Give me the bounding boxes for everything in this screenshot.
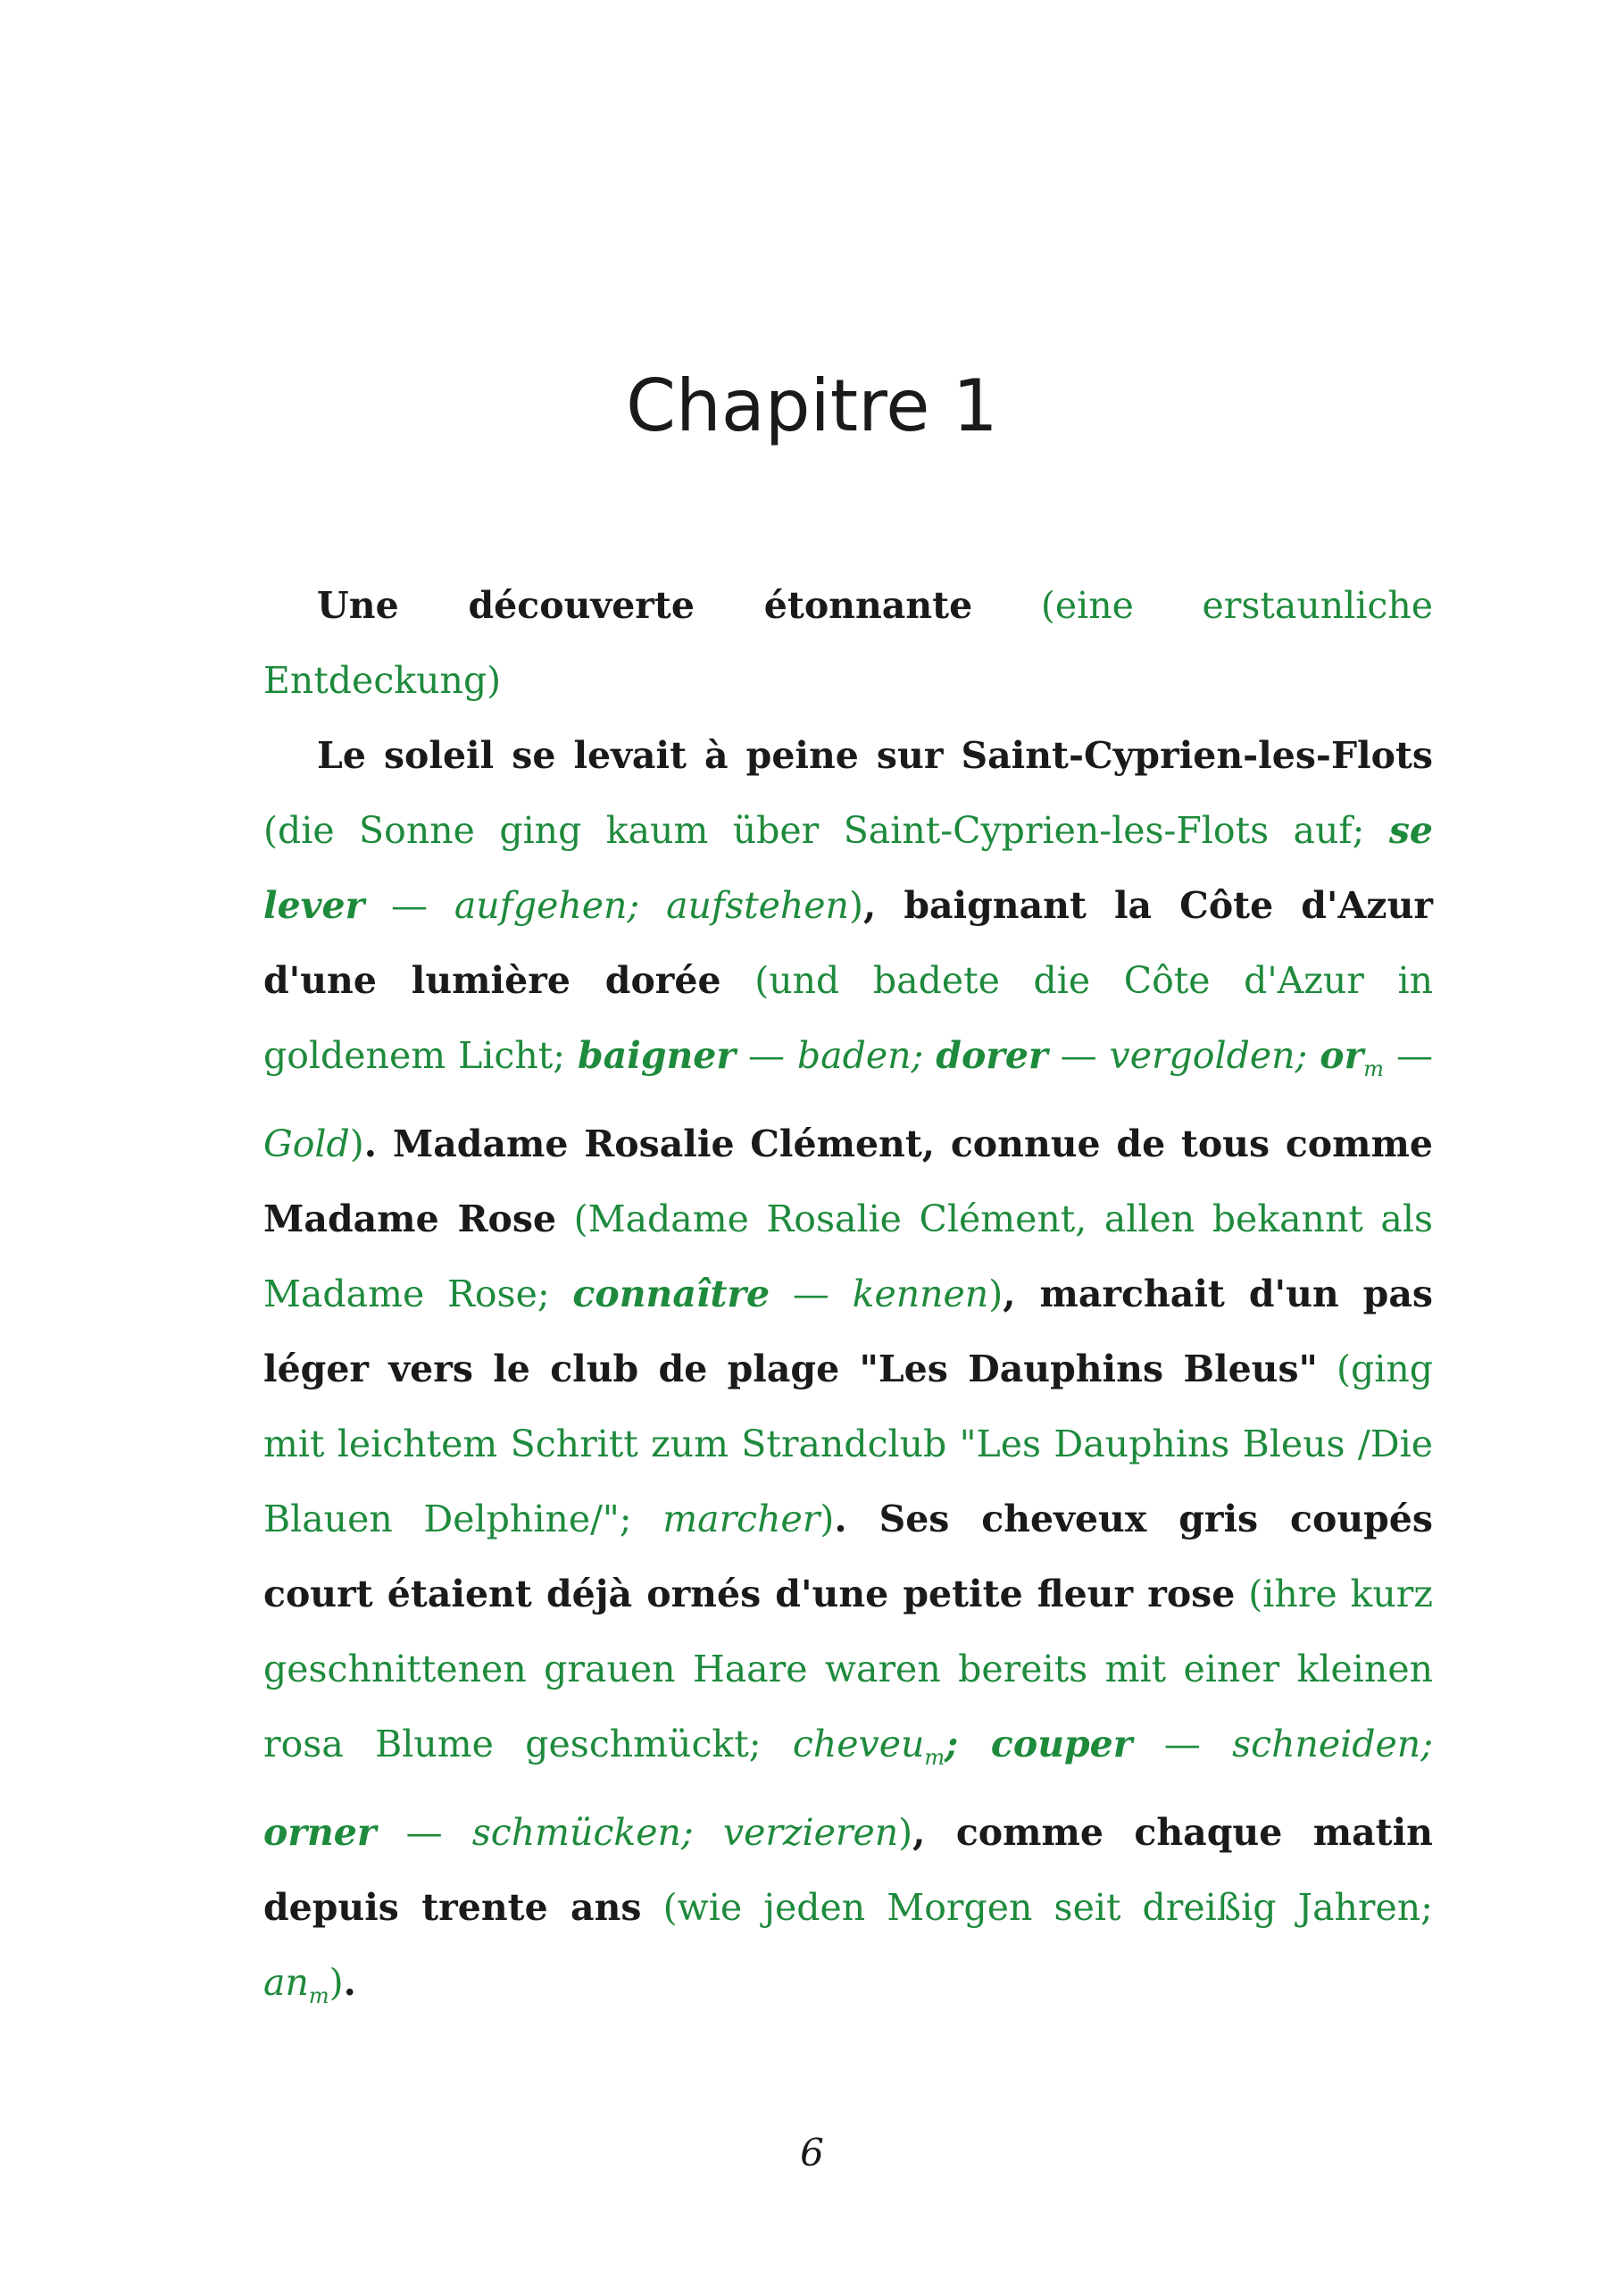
gloss-dash: — — [376, 1811, 472, 1855]
punctuation: . — [363, 1122, 393, 1166]
gloss-text: (Madame Rosalie Clément, allen bekannt als Madame Rose; — [263, 1197, 1433, 1316]
gender-marker: m — [1363, 1056, 1385, 1082]
translation: baden; — [796, 1034, 937, 1077]
french-text: Une découverte étonnante — [317, 584, 973, 627]
gender-marker: m — [308, 1983, 329, 2009]
gloss-close: ) — [848, 884, 863, 927]
gloss-text: (die Sonne ging kaum über Saint-Cyprien-les-Flots auf; — [263, 809, 1389, 852]
headword: connaître — [572, 1273, 770, 1316]
translation: schmücken; verzieren — [471, 1811, 899, 1855]
gloss-dash: — — [364, 884, 454, 927]
gloss-dash: — — [1384, 1034, 1433, 1077]
chapter-body — [263, 568, 1433, 2034]
translation: vergolden; — [1109, 1034, 1320, 1077]
headword: dorer — [936, 1034, 1048, 1077]
translation: aufgehen; aufstehen — [454, 884, 849, 927]
gloss-text: (und badete die Côte d'Azur in goldenem Licht; — [263, 959, 1434, 1077]
gloss-dash: — — [1132, 1723, 1233, 1766]
translation: schneiden; — [1232, 1723, 1434, 1766]
punctuation: . — [343, 1961, 356, 2005]
punctuation: . — [834, 1498, 879, 1541]
gloss-close: ) — [349, 1122, 364, 1166]
french-text: baignant la Côte d'Azur d'une lumière dorée — [263, 884, 1433, 1002]
french-text: Le soleil se levait à peine sur Saint-Cyprien-les-Flots — [317, 734, 1433, 777]
gloss-close: ) — [820, 1498, 835, 1541]
headword: ; couper — [945, 1723, 1133, 1766]
french-text: comme chaque matin depuis trente ans — [263, 1811, 1433, 1930]
translation: kennen — [852, 1273, 989, 1316]
translation: cheveu — [792, 1723, 925, 1766]
punctuation: , — [862, 884, 904, 927]
french-text: marchait d'un pas léger vers le club de plage "Les Dauphins Bleus" — [263, 1273, 1433, 1391]
page-number: 6 — [800, 2131, 824, 2174]
french-text: Madame Rosalie Clément, connue de tous comme Madame Rose — [263, 1122, 1433, 1241]
gloss-text: (ging mit leichtem Schritt zum Strandclub "Les Dauphins Bleus /Die Blauen Delphine/"; — [263, 1348, 1433, 1541]
translation: marcher — [662, 1498, 820, 1541]
gloss-dash: — — [736, 1034, 797, 1077]
gender-marker: m — [924, 1745, 945, 1771]
gloss-text: (wie jeden Morgen seit dreißig Jahren; — [641, 1886, 1433, 1930]
paragraph-heading — [263, 568, 1433, 718]
french-text: Ses cheveux gris coupés court étaient déjà ornés d'une petite fleur rose — [263, 1498, 1433, 1616]
chapter-title: Chapitre 1 — [626, 364, 998, 447]
german-gloss: (eine erstaunliche Entdeckung) — [263, 584, 1433, 702]
gloss-close: ) — [329, 1961, 344, 2005]
gloss-dash: — — [1047, 1034, 1110, 1077]
punctuation: , — [912, 1811, 956, 1855]
gloss-close: ) — [898, 1811, 913, 1855]
gloss-close: ) — [988, 1273, 1004, 1316]
gloss-dash: — — [770, 1273, 853, 1316]
punctuation: , — [1003, 1273, 1040, 1316]
paragraph-body — [263, 718, 1433, 2034]
headword: baigner — [578, 1034, 736, 1077]
gloss-text: (ihre kurz geschnittenen grauen Haare waren bereits mit einer kleinen rosa Blume geschmückt; — [263, 1573, 1433, 1766]
translation: an — [263, 1961, 309, 2005]
headword: or — [1320, 1034, 1364, 1077]
headword: orner — [263, 1811, 377, 1855]
headword: se lever — [263, 809, 1433, 927]
translation: Gold — [263, 1122, 350, 1166]
